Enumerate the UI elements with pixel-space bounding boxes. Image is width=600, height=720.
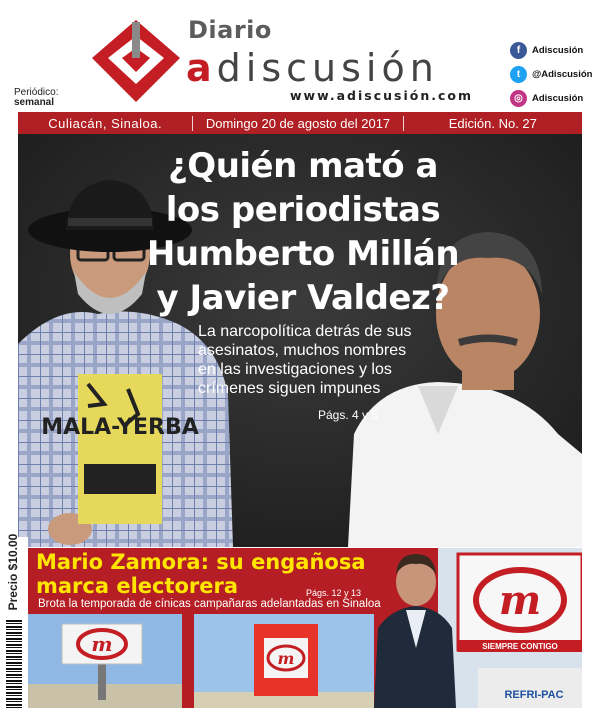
masthead-diario: Diario — [188, 16, 272, 44]
svg-text:MALA-YERBA: MALA-YERBA — [41, 415, 199, 440]
main-pages: Págs. 4 y 5 — [318, 408, 379, 422]
svg-text:SIEMPRE CONTIGO: SIEMPRE CONTIGO — [482, 642, 558, 651]
secondary-headline[interactable]: Mario Zamora: su engañosa marca electorera — [36, 550, 366, 598]
secondary-pages: Págs. 12 y 13 — [306, 588, 362, 598]
main-deck: La narcopolítica detrás de sus asesinatos, muchos nombres en las investigaciones y los crímenes siguen impunes — [198, 323, 412, 397]
periodicity-label: Periódico: semanal — [14, 87, 59, 108]
social-facebook[interactable]: f Adiscusión — [510, 38, 600, 62]
masthead-brand: adiscusión — [186, 46, 439, 90]
masthead-website[interactable]: www.adiscusión.com — [290, 88, 473, 103]
social-links — [510, 38, 600, 110]
social-instagram[interactable]: ◎ Adiscusión — [510, 86, 600, 110]
billboard-photo-3 — [438, 548, 582, 708]
svg-text:m: m — [498, 577, 542, 624]
cover-story-panel[interactable] — [18, 134, 582, 547]
masthead — [0, 0, 600, 110]
mario-zamora-photo — [368, 548, 458, 708]
issue-date: Domingo 20 de agosto del 2017 — [192, 116, 403, 131]
billboard-photo-1 — [28, 614, 182, 708]
social-twitter[interactable]: t @Adiscusión — [510, 62, 600, 86]
bottom-margin — [0, 708, 600, 720]
city: Culiacán, Sinaloa. — [48, 115, 163, 131]
date-bar — [18, 112, 582, 134]
svg-text:m: m — [277, 649, 295, 668]
secondary-story[interactable] — [28, 548, 582, 708]
adiscusion-logo-icon — [88, 18, 184, 106]
edition-number: Edición. No. 27 — [448, 115, 537, 131]
svg-text:REFRI-PAC: REFRI-PAC — [504, 689, 564, 701]
secondary-deck: Brota la temporada de cínicas campañaras adelantadas en Sinaloa — [38, 598, 381, 610]
main-headline[interactable]: ¿Quién mató a los periodistas Humberto Millán y Javier Valdez? — [146, 146, 460, 318]
twitter-icon: t — [510, 66, 527, 83]
instagram-icon: ◎ — [510, 90, 527, 107]
svg-text:m: m — [91, 632, 113, 656]
billboard-photo-2 — [194, 614, 374, 708]
facebook-icon: f — [510, 42, 527, 59]
price-label: Precio $10.00 — [6, 533, 20, 611]
barcode — [6, 620, 22, 708]
